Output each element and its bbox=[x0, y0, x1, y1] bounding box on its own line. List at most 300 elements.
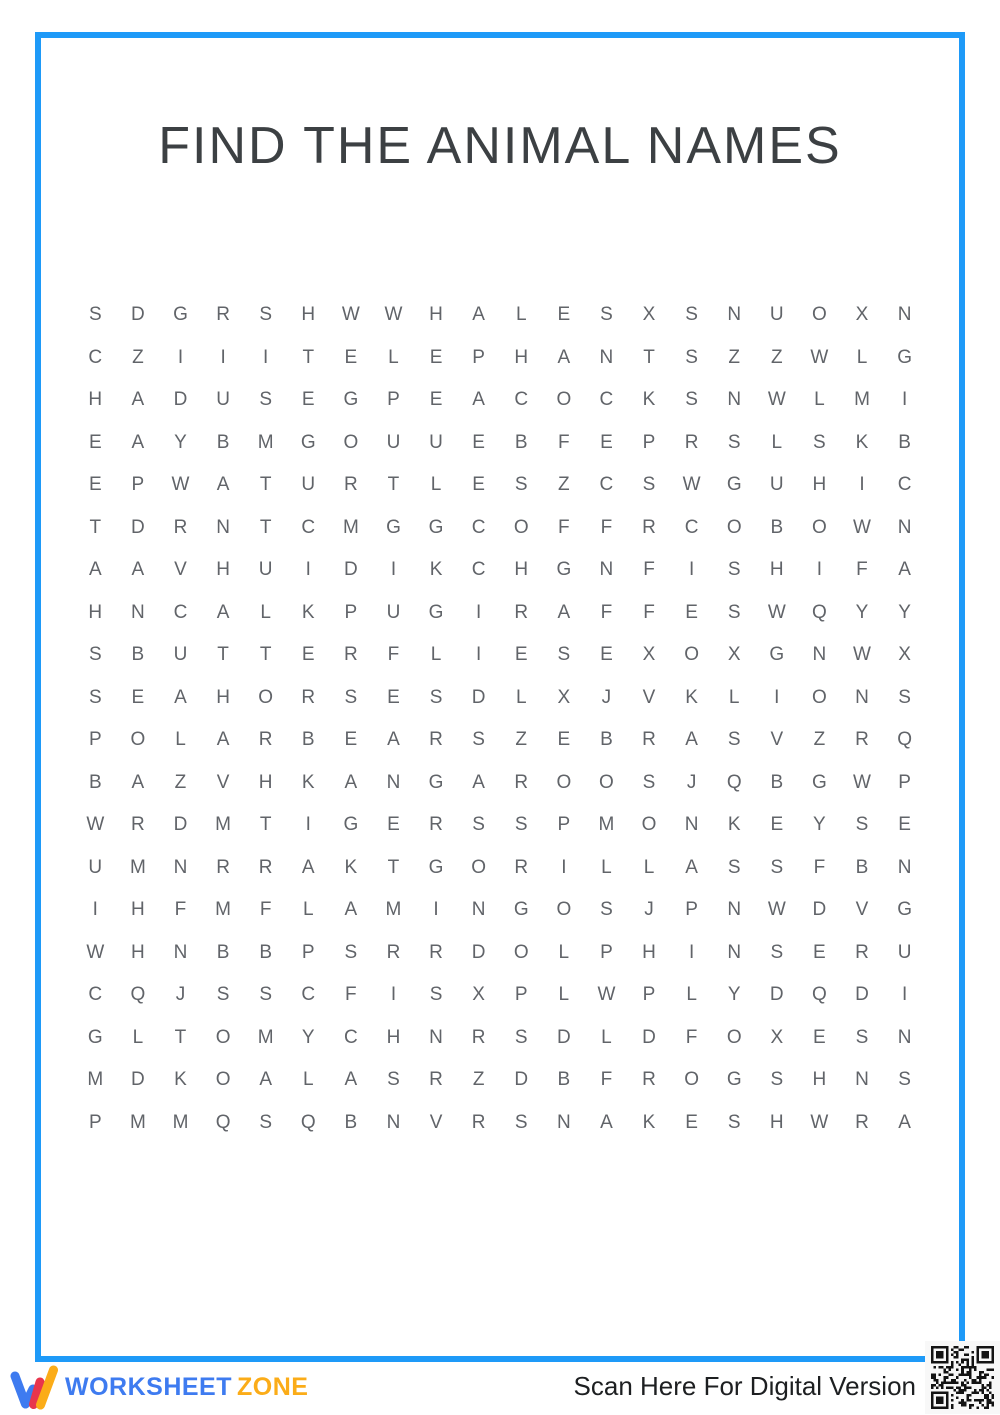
grid-letter: A bbox=[472, 771, 485, 793]
grid-letter: C bbox=[88, 984, 103, 1006]
grid-letter: O bbox=[812, 686, 827, 708]
grid-letter: J bbox=[644, 899, 654, 921]
grid-letter: M bbox=[215, 814, 231, 836]
grid-letter: R bbox=[684, 431, 699, 453]
grid-letter: S bbox=[855, 1026, 869, 1048]
grid-letter: V bbox=[770, 729, 784, 751]
grid-letter: F bbox=[600, 601, 613, 623]
grid-letter: A bbox=[259, 1069, 273, 1091]
grid-letter: C bbox=[684, 516, 699, 538]
grid-letter: D bbox=[131, 1069, 145, 1091]
grid-letter: L bbox=[515, 304, 527, 326]
grid-letter: R bbox=[216, 856, 230, 878]
grid-letter: R bbox=[855, 1111, 869, 1133]
grid-letter: J bbox=[601, 686, 612, 708]
grid-letter: D bbox=[343, 559, 358, 581]
grid-letter: I bbox=[390, 559, 397, 581]
grid-letter: S bbox=[685, 304, 698, 326]
grid-letter: S bbox=[727, 559, 741, 581]
grid-letter: O bbox=[556, 389, 572, 411]
grid-letter: D bbox=[471, 686, 486, 708]
grid-letter: A bbox=[216, 474, 230, 496]
grid-letter: U bbox=[173, 644, 188, 666]
grid-letter: I bbox=[305, 559, 311, 581]
grid-letter: E bbox=[344, 346, 358, 368]
grid-letter: S bbox=[88, 686, 102, 708]
grid-letter: U bbox=[88, 856, 103, 878]
grid-letter: E bbox=[898, 814, 911, 836]
grid-letter: K bbox=[685, 686, 698, 708]
grid-letter: H bbox=[88, 389, 103, 411]
grid-letter: L bbox=[814, 389, 825, 411]
grid-letter: E bbox=[429, 389, 443, 411]
grid-letter: E bbox=[131, 686, 145, 708]
grid-letter: F bbox=[856, 559, 868, 581]
grid-letter: N bbox=[556, 1111, 571, 1133]
grid-letter: G bbox=[428, 516, 444, 538]
grid-letter: T bbox=[302, 346, 315, 368]
grid-letter: E bbox=[88, 474, 102, 496]
grid-letter: A bbox=[131, 431, 145, 453]
grid-letter: G bbox=[513, 899, 529, 921]
grid-letter: E bbox=[387, 686, 400, 708]
grid-letter: A bbox=[387, 729, 400, 751]
grid-letter: T bbox=[259, 814, 272, 836]
grid-letter: N bbox=[386, 1111, 401, 1133]
grid-letter: D bbox=[812, 899, 827, 921]
grid-letter: Q bbox=[812, 984, 827, 1006]
grid-letter: G bbox=[897, 346, 912, 368]
grid-letter: O bbox=[343, 431, 359, 453]
grid-letter: T bbox=[174, 1026, 187, 1048]
grid-letter: E bbox=[557, 304, 571, 326]
grid-letter: B bbox=[344, 1111, 358, 1133]
grid-letter: B bbox=[855, 856, 869, 878]
grid-letter: F bbox=[387, 644, 400, 666]
grid-letter: E bbox=[813, 941, 826, 963]
grid-letter: R bbox=[855, 941, 869, 963]
grid-letter: P bbox=[685, 899, 698, 921]
grid-letter: I bbox=[390, 984, 397, 1006]
grid-letter: S bbox=[642, 771, 656, 793]
grid-letter: B bbox=[88, 771, 102, 793]
grid-letter: B bbox=[770, 516, 784, 538]
grid-letter: L bbox=[260, 601, 271, 623]
grid-letter: L bbox=[686, 984, 697, 1006]
grid-letter: W bbox=[767, 389, 786, 411]
grid-letter: K bbox=[642, 389, 656, 411]
grid-letter: W bbox=[682, 474, 701, 496]
grid-letter: N bbox=[599, 559, 614, 581]
grid-letter: B bbox=[898, 431, 911, 453]
grid-letter: C bbox=[599, 474, 614, 496]
grid-letter: I bbox=[476, 644, 482, 666]
grid-letter: R bbox=[386, 941, 401, 963]
grid-letter: V bbox=[429, 1111, 443, 1133]
grid-letter: N bbox=[216, 516, 230, 538]
grid-letter: S bbox=[514, 474, 528, 496]
grid-letter: V bbox=[855, 899, 869, 921]
grid-letter: Y bbox=[301, 1026, 315, 1048]
grid-letter: F bbox=[558, 431, 570, 453]
grid-letter: H bbox=[812, 474, 827, 496]
grid-letter: A bbox=[131, 771, 145, 793]
grid-letter: R bbox=[429, 729, 443, 751]
grid-letter: R bbox=[301, 686, 316, 708]
grid-letter: R bbox=[131, 814, 145, 836]
grid-letter: O bbox=[258, 686, 274, 708]
grid-letter: Z bbox=[132, 346, 144, 368]
grid-letter: M bbox=[342, 516, 359, 538]
grid-letter: F bbox=[600, 516, 613, 538]
grid-letter: R bbox=[514, 856, 529, 878]
grid-letter: W bbox=[767, 601, 786, 623]
grid-letter: Z bbox=[174, 771, 187, 793]
grid-letter: I bbox=[220, 346, 226, 368]
grid-letter: K bbox=[344, 856, 358, 878]
grid-letter: N bbox=[471, 899, 486, 921]
grid-letter: B bbox=[557, 1069, 571, 1091]
grid-letter: Q bbox=[215, 1111, 231, 1133]
grid-letter: W bbox=[86, 814, 105, 836]
grid-letter: L bbox=[132, 1026, 144, 1048]
grid-letter: L bbox=[558, 941, 570, 963]
grid-letter: Z bbox=[813, 729, 826, 751]
grid-letter: H bbox=[514, 559, 529, 581]
grid-letter: K bbox=[429, 559, 443, 581]
grid-letter: E bbox=[301, 644, 315, 666]
grid-letter: W bbox=[853, 644, 871, 666]
grid-letter: F bbox=[600, 1069, 613, 1091]
grid-letter: A bbox=[898, 559, 911, 581]
grid-letter: R bbox=[258, 856, 273, 878]
grid-letter: P bbox=[131, 474, 145, 496]
grid-letter: S bbox=[88, 644, 102, 666]
grid-letter: C bbox=[471, 559, 486, 581]
grid-letter: S bbox=[514, 814, 528, 836]
grid-letter: L bbox=[302, 899, 314, 921]
grid-letter: P bbox=[387, 389, 400, 411]
grid-letter: D bbox=[131, 516, 145, 538]
grid-letter: F bbox=[558, 516, 570, 538]
grid-letter: M bbox=[598, 814, 615, 836]
grid-letter: G bbox=[343, 814, 359, 836]
grid-letter: R bbox=[471, 1026, 486, 1048]
grid-letter: P bbox=[557, 814, 571, 836]
grid-letter: I bbox=[263, 346, 269, 368]
grid-letter: S bbox=[514, 1026, 528, 1048]
grid-letter: Q bbox=[726, 771, 742, 793]
grid-letter: H bbox=[131, 941, 145, 963]
grid-letter: N bbox=[429, 1026, 443, 1048]
grid-letter: S bbox=[727, 1111, 741, 1133]
grid-letter: T bbox=[259, 644, 272, 666]
brand-zone: ZONE bbox=[237, 1372, 309, 1401]
worksheetzone-logo bbox=[10, 1364, 308, 1410]
letter-grid bbox=[74, 294, 926, 1144]
grid-letter: S bbox=[685, 389, 698, 411]
grid-letter: L bbox=[643, 856, 655, 878]
grid-letter: R bbox=[642, 1069, 656, 1091]
grid-letter: I bbox=[816, 559, 823, 581]
grid-letter: G bbox=[726, 1069, 742, 1091]
grid-letter: F bbox=[643, 559, 655, 581]
grid-letter: S bbox=[855, 814, 869, 836]
grid-letter: U bbox=[897, 941, 912, 963]
grid-letter: G bbox=[726, 474, 742, 496]
grid-letter: G bbox=[300, 431, 316, 453]
grid-letter: C bbox=[301, 984, 316, 1006]
grid-letter: H bbox=[642, 941, 656, 963]
grid-letter: L bbox=[430, 474, 442, 496]
grid-letter: R bbox=[429, 941, 443, 963]
grid-letter: T bbox=[643, 346, 655, 368]
grid-letter: S bbox=[514, 1111, 528, 1133]
brand-worksheet: WORKSHEET bbox=[65, 1372, 232, 1401]
grid-letter: E bbox=[685, 1111, 698, 1133]
grid-letter: D bbox=[173, 814, 188, 836]
grid-letter: X bbox=[557, 686, 571, 708]
grid-letter: W bbox=[810, 346, 829, 368]
grid-letter: F bbox=[643, 601, 655, 623]
grid-letter: R bbox=[173, 516, 188, 538]
grid-letter: A bbox=[216, 601, 230, 623]
grid-letter: J bbox=[686, 771, 697, 793]
grid-letter: I bbox=[901, 389, 908, 411]
grid-letter: N bbox=[599, 346, 614, 368]
grid-letter: S bbox=[259, 984, 273, 1006]
grid-letter: E bbox=[685, 601, 698, 623]
grid-letter: I bbox=[688, 941, 695, 963]
grid-letter: B bbox=[514, 431, 528, 453]
grid-letter: X bbox=[855, 304, 869, 326]
grid-letter: E bbox=[387, 814, 400, 836]
grid-letter: A bbox=[600, 1111, 613, 1133]
grid-letter: S bbox=[429, 686, 443, 708]
grid-letter: N bbox=[897, 516, 912, 538]
grid-letter: E bbox=[301, 389, 315, 411]
grid-letter: E bbox=[600, 644, 613, 666]
grid-letter: S bbox=[429, 984, 443, 1006]
grid-letter: S bbox=[727, 856, 741, 878]
grid-letter: O bbox=[726, 516, 742, 538]
grid-letter: R bbox=[855, 729, 869, 751]
grid-letter: O bbox=[556, 899, 572, 921]
grid-letter: M bbox=[87, 1069, 104, 1091]
grid-letter: U bbox=[216, 389, 230, 411]
grid-letter: X bbox=[898, 644, 911, 666]
grid-letter: S bbox=[557, 644, 571, 666]
grid-letter: G bbox=[428, 601, 444, 623]
grid-letter: Z bbox=[728, 346, 740, 368]
grid-letter: G bbox=[897, 899, 912, 921]
grid-letter: J bbox=[175, 984, 186, 1006]
grid-letter: U bbox=[258, 559, 273, 581]
grid-letter: E bbox=[813, 1026, 826, 1048]
grid-letter: K bbox=[174, 1069, 187, 1091]
grid-letter: S bbox=[898, 686, 911, 708]
grid-letter: I bbox=[177, 346, 184, 368]
grid-letter: M bbox=[854, 389, 870, 411]
grid-letter: L bbox=[601, 1026, 612, 1048]
grid-letter: K bbox=[642, 1111, 656, 1133]
grid-letter: L bbox=[601, 856, 612, 878]
grid-letter: L bbox=[515, 686, 527, 708]
grid-letter: C bbox=[88, 346, 103, 368]
grid-letter: E bbox=[770, 814, 784, 836]
grid-letter: M bbox=[129, 856, 146, 878]
grid-letter: T bbox=[259, 516, 272, 538]
grid-letter: A bbox=[557, 346, 571, 368]
grid-letter: S bbox=[600, 899, 613, 921]
grid-letter: G bbox=[769, 644, 785, 666]
grid-letter: P bbox=[88, 1111, 102, 1133]
grid-letter: E bbox=[557, 729, 571, 751]
grid-letter: F bbox=[345, 984, 357, 1006]
grid-letter: T bbox=[89, 516, 102, 538]
grid-letter: O bbox=[684, 1069, 699, 1091]
grid-letter: N bbox=[727, 941, 742, 963]
grid-letter: D bbox=[514, 1069, 529, 1091]
grid-letter: W bbox=[767, 899, 786, 921]
grid-letter: L bbox=[175, 729, 186, 751]
grid-letter: S bbox=[344, 686, 358, 708]
grid-letter: U bbox=[769, 474, 784, 496]
grid-letter: P bbox=[88, 729, 102, 751]
grid-letter: I bbox=[774, 686, 780, 708]
grid-letter: A bbox=[685, 729, 698, 751]
grid-letter: L bbox=[388, 346, 399, 368]
grid-letter: Q bbox=[130, 984, 146, 1006]
grid-letter: D bbox=[131, 304, 145, 326]
grid-letter: K bbox=[727, 814, 741, 836]
grid-letter: N bbox=[727, 389, 742, 411]
grid-letter: A bbox=[557, 601, 571, 623]
qr-code bbox=[925, 1341, 1000, 1414]
grid-letter: F bbox=[685, 1026, 698, 1048]
grid-letter: S bbox=[770, 1069, 784, 1091]
grid-letter: H bbox=[386, 1026, 401, 1048]
grid-letter: N bbox=[727, 304, 742, 326]
grid-letter: S bbox=[685, 346, 698, 368]
grid-letter: S bbox=[813, 431, 826, 453]
grid-letter: H bbox=[88, 601, 103, 623]
grid-letter: S bbox=[259, 389, 273, 411]
grid-letter: E bbox=[344, 729, 358, 751]
grid-letter: U bbox=[769, 304, 784, 326]
grid-letter: N bbox=[173, 856, 188, 878]
grid-letter: Q bbox=[300, 1111, 316, 1133]
grid-letter: Z bbox=[515, 729, 528, 751]
grid-letter: S bbox=[344, 941, 358, 963]
grid-letter: K bbox=[855, 431, 869, 453]
grid-letter: X bbox=[642, 304, 656, 326]
grid-letter: C bbox=[599, 389, 614, 411]
grid-letter: D bbox=[642, 1026, 656, 1048]
grid-letter: W bbox=[853, 516, 871, 538]
grid-letter: M bbox=[385, 899, 402, 921]
grid-letter: R bbox=[642, 516, 656, 538]
grid-letter: P bbox=[472, 346, 485, 368]
grid-letter: S bbox=[642, 474, 656, 496]
grid-letter: A bbox=[216, 729, 230, 751]
grid-letter: Y bbox=[174, 431, 187, 453]
grid-letter: H bbox=[216, 686, 230, 708]
grid-letter: P bbox=[344, 601, 358, 623]
grid-letter: F bbox=[813, 856, 826, 878]
grid-letter: A bbox=[88, 559, 102, 581]
grid-letter: Z bbox=[472, 1069, 485, 1091]
grid-letter: G bbox=[812, 771, 827, 793]
grid-letter: R bbox=[258, 729, 273, 751]
grid-letter: D bbox=[855, 984, 869, 1006]
grid-letter: E bbox=[429, 346, 443, 368]
grid-letter: A bbox=[472, 389, 485, 411]
grid-letter: G bbox=[556, 559, 572, 581]
worksheetzone-w-icon bbox=[10, 1364, 58, 1410]
grid-letter: U bbox=[386, 601, 401, 623]
footer bbox=[0, 1358, 1000, 1414]
grid-letter: C bbox=[897, 474, 912, 496]
grid-letter: S bbox=[727, 431, 741, 453]
grid-letter: S bbox=[600, 304, 613, 326]
grid-letter: M bbox=[215, 899, 231, 921]
grid-letter: H bbox=[514, 346, 529, 368]
grid-letter: A bbox=[344, 771, 358, 793]
grid-letter: X bbox=[727, 644, 741, 666]
grid-letter: N bbox=[727, 899, 742, 921]
grid-letter: Y bbox=[813, 814, 826, 836]
grid-letter: F bbox=[259, 899, 272, 921]
grid-letter: O bbox=[513, 941, 529, 963]
grid-letter: N bbox=[812, 644, 827, 666]
scan-here-label: Scan Here For Digital Version bbox=[573, 1371, 916, 1401]
grid-letter: P bbox=[642, 431, 656, 453]
grid-letter: S bbox=[387, 1069, 400, 1091]
grid-letter: A bbox=[301, 856, 315, 878]
grid-letter: Y bbox=[727, 984, 741, 1006]
grid-letter: O bbox=[599, 771, 614, 793]
grid-letter: T bbox=[387, 474, 400, 496]
grid-letter: S bbox=[727, 729, 741, 751]
grid-letter: N bbox=[855, 1069, 869, 1091]
grid-letter: R bbox=[429, 1069, 443, 1091]
grid-letter: Z bbox=[770, 346, 783, 368]
grid-letter: R bbox=[343, 474, 358, 496]
grid-letter: H bbox=[812, 1069, 827, 1091]
grid-letter: V bbox=[216, 771, 230, 793]
grid-letter: I bbox=[92, 899, 98, 921]
grid-letter: D bbox=[471, 941, 486, 963]
grid-letter: L bbox=[856, 346, 868, 368]
grid-letter: L bbox=[430, 644, 442, 666]
grid-letter: N bbox=[131, 601, 145, 623]
page-title: FIND THE ANIMAL NAMES bbox=[158, 117, 842, 175]
grid-letter: U bbox=[429, 431, 443, 453]
grid-letter: G bbox=[386, 516, 401, 538]
grid-letter: A bbox=[131, 559, 145, 581]
grid-letter: S bbox=[770, 856, 784, 878]
grid-letter: Q bbox=[897, 729, 912, 751]
grid-letter: W bbox=[384, 304, 403, 326]
grid-letter: E bbox=[600, 431, 613, 453]
grid-letter: R bbox=[471, 1111, 486, 1133]
grid-letter: Y bbox=[855, 601, 869, 623]
grid-letter: P bbox=[514, 984, 528, 1006]
grid-letter: H bbox=[429, 304, 443, 326]
grid-letter: E bbox=[514, 644, 528, 666]
grid-letter: W bbox=[597, 984, 616, 1006]
